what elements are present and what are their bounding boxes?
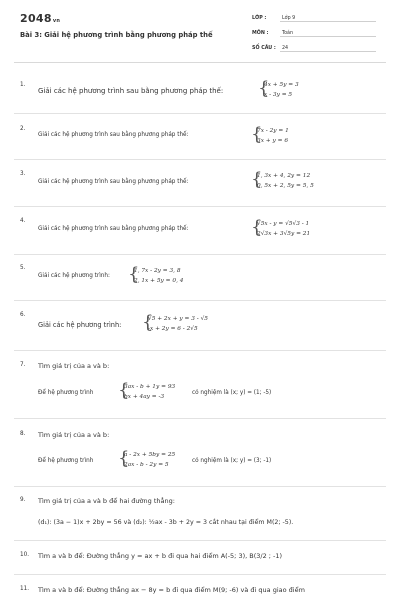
equation-1: 3ax - b + 1y = 93 (124, 384, 176, 390)
question-number: 2. (20, 126, 26, 132)
equation-1: 1, 7x - 2y = 3, 8 (134, 268, 181, 274)
separator (14, 206, 386, 207)
equation-system: { 4x + 5y = 3 x - 3y = 5 (258, 78, 299, 99)
condition-prefix: Để hệ phương trình (38, 390, 94, 396)
equation-system: { a - 2x + 5by = 25 2ax - b - 2y = 5 (118, 448, 176, 469)
separator (14, 159, 386, 160)
question-text: Tìm giá trị của a và b: (38, 431, 110, 439)
equation-1: √5 + 2x + y = 3 - √5 (148, 316, 208, 322)
equation-1: a - 2x + 5by = 25 (124, 452, 176, 458)
question-text: Giải các hệ phương trình sau bằng phương pháp thế: (38, 226, 189, 232)
meta-subject (252, 31, 376, 37)
question-text: Tìm a và b để: Đường thẳng ax − 8y = b đi qua điểm M(9; -6) và đi qua giao điểm (38, 586, 305, 594)
equation-1: 1, 3x + 4, 2y = 12 (257, 173, 311, 179)
question-text: Giải các hệ phương trình: (38, 273, 110, 279)
question-count-label: SỐ CÂU : (252, 46, 276, 51)
subject-label: MÔN : (252, 31, 269, 36)
equation-1: 7x - 2y = 1 (257, 128, 289, 134)
class-label: LỚP : (252, 16, 267, 21)
separator (14, 418, 386, 419)
equation-2: 2ax - b - 2y = 5 (124, 462, 169, 468)
equation-system: { 3ax - b + 1y = 93 bx + 4ay = -3 (118, 380, 176, 401)
separator (14, 486, 386, 487)
equation-1: 4x + 5y = 3 (264, 82, 299, 88)
separator (14, 574, 386, 575)
question-number: 5. (20, 265, 26, 271)
equation-2: x - 3y = 5 (264, 92, 293, 98)
separator (14, 254, 386, 255)
equation-system: { 1, 3x + 4, 2y = 12 0, 5x + 2, 5y = 5, 5 (251, 169, 314, 190)
lesson-title: Bài 3: Giải hệ phương trình bằng phương pháp thế (20, 31, 213, 39)
equation-2: -x + 2y = 6 - 2√5 (148, 326, 198, 332)
question-number: 11. (20, 586, 30, 592)
condition-prefix: Để hệ phương trình (38, 458, 94, 464)
equation-system: { 1, 7x - 2y = 3, 8 2, 1x + 5y = 0, 4 (128, 264, 184, 285)
question-number: 1. (20, 82, 26, 88)
condition-suffix: có nghiệm là (x; y) = (3; -1) (192, 458, 272, 464)
question-number: 8. (20, 431, 26, 437)
equation-2: 2√3x + 3√5y = 21 (257, 231, 311, 237)
separator (14, 540, 386, 541)
equation-2: 0, 5x + 2, 5y = 5, 5 (257, 183, 314, 189)
condition-suffix: có nghiệm là (x; y) = (1; -5) (192, 390, 272, 396)
separator (14, 300, 386, 301)
meta-question-count (252, 46, 376, 52)
equation-2: bx + 4ay = -3 (124, 394, 165, 400)
equation-system: { √5x - y = √5√3 - 1 2√3x + 3√5y = 21 (251, 217, 311, 238)
separator (14, 113, 386, 114)
lines-condition: (d₁): (3a − 1)x + 2by = 56 và (d₂): ½ax - 3b + 2y = 3 cắt nhau tại điểm M(2; -5). (38, 519, 294, 526)
equation-2: 2, 1x + 5y = 0, 4 (134, 278, 184, 284)
equation-system: { 7x - 2y = 1 3x + y = 6 (251, 124, 289, 145)
question-number: 4. (20, 218, 26, 224)
question-text: Tìm giá trị của a và b: (38, 362, 110, 370)
worksheet-header (0, 0, 400, 62)
question-text: Giải các hệ phương trình sau bằng phương pháp thế: (38, 132, 189, 138)
equation-1: √5x - y = √5√3 - 1 (257, 221, 310, 227)
question-text: Tìm giá trị của a và b để hai đường thẳng: (38, 497, 175, 505)
question-text: Giải các hệ phương trình: (38, 321, 122, 329)
equation-system: { √5 + 2x + y = 3 - √5 -x + 2y = 6 - 2√5 (142, 312, 208, 333)
question-text: Tìm a và b để: Đường thẳng y = ax + b đi qua hai điểm A(-5; 3), B(3/2 ; -1) (38, 552, 283, 560)
question-number: 7. (20, 362, 26, 368)
question-text: Giải các hệ phương trình sau bằng phương pháp thế: (38, 87, 224, 95)
question-number: 10. (20, 552, 30, 558)
question-count-value: 24 (280, 46, 376, 52)
question-text: Giải các hệ phương trình sau bằng phương pháp thế: (38, 179, 189, 185)
question-number: 9. (20, 497, 26, 503)
header-divider (14, 62, 386, 63)
subject-value: Toán (280, 31, 376, 37)
separator (14, 350, 386, 351)
class-value: Lớp 9 (280, 16, 376, 22)
equation-2: 3x + y = 6 (257, 138, 289, 144)
site-logo[interactable]: 2048vn (20, 12, 61, 25)
question-number: 3. (20, 171, 26, 177)
question-number: 6. (20, 312, 26, 318)
meta-class (252, 16, 376, 22)
